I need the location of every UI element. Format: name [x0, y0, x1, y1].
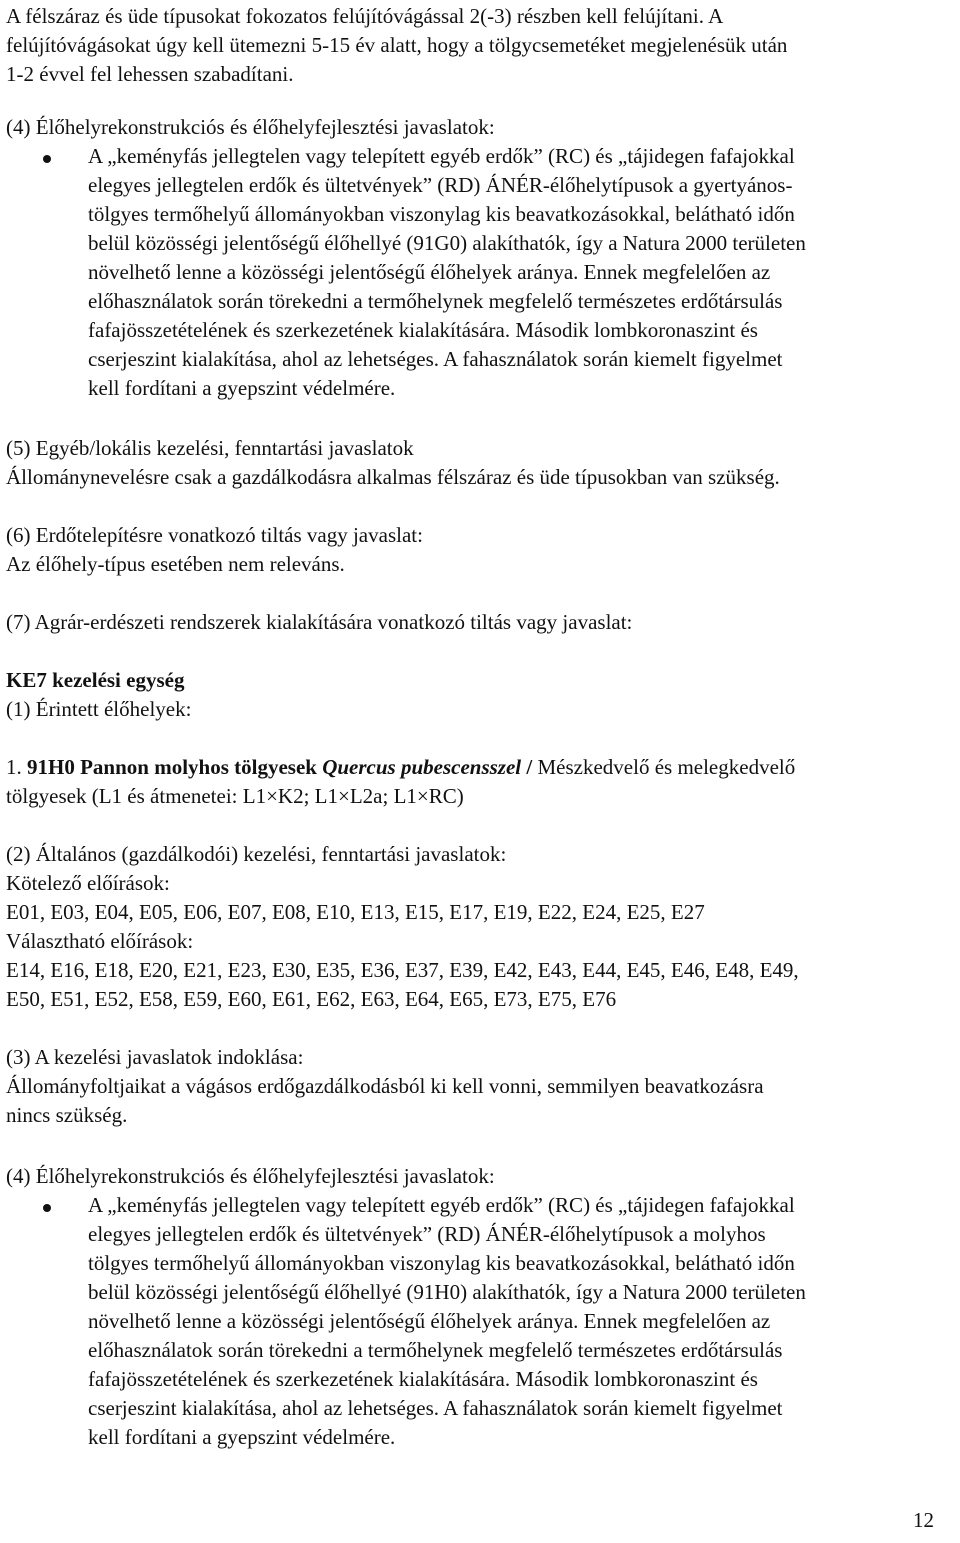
mandatory-label: Kötelező előírások: — [6, 871, 170, 895]
bullet-line: belül közösségi jelentőségű élőhellyé (91G0) alakíthatók, így a Natura 2000 területen — [88, 231, 806, 255]
intro-line: felújítóvágásokat úgy kell ütemezni 5-15 év alatt, hogy a tölgycsemetéket megjelenésük után — [6, 33, 788, 57]
bullet-line: elegyes jellegtelen erdők és ültetvények” (RD) ÁNÉR-élőhelytípusok a gyertyános- — [88, 173, 793, 197]
bullet-line: elegyes jellegtelen erdők és ültetvények” (RD) ÁNÉR-élőhelytípusok a molyhos — [88, 1222, 766, 1246]
habitat-number: 1. — [6, 755, 27, 779]
mandatory-codes: E01, E03, E04, E05, E06, E07, E08, E10, E13, E15, E17, E19, E22, E24, E25, E27 — [6, 900, 705, 924]
bullet-line: kell fordítani a gyepszint védelmére. — [88, 1425, 396, 1449]
bullet-line: növelhető lenne a közösségi jelentőségű élőhelyek aránya. Ennek megfelelően az — [88, 260, 771, 284]
habitat-item — [6, 753, 795, 782]
section-4b-bullet — [88, 1191, 954, 1452]
optional-codes: E14, E16, E18, E20, E21, E23, E30, E35, E36, E37, E39, E42, E43, E44, E45, E46, E48, E49, — [6, 958, 799, 982]
bullet-line: cserjeszint kialakítása, ahol az lehetséges. A fahasználatok során kiemelt figyelmet — [88, 347, 783, 371]
intro-line: 1-2 évvel fel lehessen szabadítani. — [6, 62, 294, 86]
bullet-line: kell fordítani a gyepszint védelmére. — [88, 376, 396, 400]
section-5-text: Állománynevelésre csak a gazdálkodásra alkalmas félszáraz és üde típusokban van szükség. — [6, 465, 780, 489]
habitat-item-continued: tölgyesek (L1 és átmenetei: L1×K2; L1×L2a; L1×RC) — [6, 784, 464, 808]
bullet-line: fafajösszetételének és szerkezetének kialakítására. Második lombkoronaszint és — [88, 318, 758, 342]
habitat-slash: / — [521, 755, 538, 779]
section-4-bullet — [88, 142, 954, 403]
justification-heading: (3) A kezelési javaslatok indoklása: — [6, 1045, 304, 1069]
section-4-heading: (4) Élőhelyrekonstrukciós és élőhelyfejlesztési javaslatok: — [6, 115, 495, 139]
bullet-icon — [43, 1204, 51, 1212]
ke7-title: KE7 kezelési egység — [6, 668, 185, 692]
bullet-line: előhasználatok során törekedni a termőhelynek megfelelő természetes erdőtársulás — [88, 289, 783, 313]
bullet-line: cserjeszint kialakítása, ahol az lehetséges. A fahasználatok során kiemelt figyelmet — [88, 1396, 783, 1420]
general-heading: (2) Általános (gazdálkodói) kezelési, fenntartási javaslatok: — [6, 842, 507, 866]
affected-habitats-heading: (1) Érintett élőhelyek: — [6, 697, 192, 721]
bullet-line: fafajösszetételének és szerkezetének kialakítására. Második lombkoronaszint és — [88, 1367, 758, 1391]
optional-label: Választható előírások: — [6, 929, 194, 953]
section-7-heading: (7) Agrár-erdészeti rendszerek kialakítására vonatkozó tiltás vagy javaslat: — [6, 610, 633, 634]
section-6-heading: (6) Erdőtelepítésre vonatkozó tiltás vagy javaslat: — [6, 523, 423, 547]
section-6-text: Az élőhely-típus esetében nem releváns. — [6, 552, 345, 576]
habitat-code-name: 91H0 Pannon molyhos tölgyesek — [27, 755, 323, 779]
intro-line: A félszáraz és üde típusokat fokozatos felújítóvágással 2(-3) részben kell felújítani. A — [6, 4, 724, 28]
page-number: 12 — [913, 1508, 934, 1532]
bullet-line: növelhető lenne a közösségi jelentőségű élőhelyek aránya. Ennek megfelelően az — [88, 1309, 771, 1333]
habitat-species: Quercus pubescensszel — [322, 755, 522, 779]
bullet-line: tölgyes termőhelyű állományokban viszonylag kis beavatkozásokkal, belátható időn — [88, 1251, 795, 1275]
justification-text: nincs szükség. — [6, 1103, 128, 1127]
bullet-line: belül közösségi jelentőségű élőhellyé (91H0) alakíthatók, így a Natura 2000 területen — [88, 1280, 806, 1304]
bullet-icon — [43, 155, 51, 163]
bullet-line: A „keményfás jellegtelen vagy telepített egyéb erdők” (RC) és „tájidegen fafajokkal — [88, 144, 795, 168]
bullet-line: előhasználatok során törekedni a termőhelynek megfelelő természetes erdőtársulás — [88, 1338, 783, 1362]
section-4b-heading: (4) Élőhelyrekonstrukciós és élőhelyfejlesztési javaslatok: — [6, 1164, 495, 1188]
section-5-heading: (5) Egyéb/lokális kezelési, fenntartási javaslatok — [6, 436, 414, 460]
habitat-description: Mészkedvelő és melegkedvelő — [537, 755, 796, 779]
justification-text: Állományfoltjaikat a vágásos erdőgazdálkodásból ki kell vonni, semmilyen beavatkozásra — [6, 1074, 764, 1098]
bullet-line: tölgyes termőhelyű állományokban viszonylag kis beavatkozásokkal, belátható időn — [88, 202, 795, 226]
optional-codes: E50, E51, E52, E58, E59, E60, E61, E62, E63, E64, E65, E73, E75, E76 — [6, 987, 617, 1011]
bullet-line: A „keményfás jellegtelen vagy telepített egyéb erdők” (RC) és „tájidegen fafajokkal — [88, 1193, 795, 1217]
